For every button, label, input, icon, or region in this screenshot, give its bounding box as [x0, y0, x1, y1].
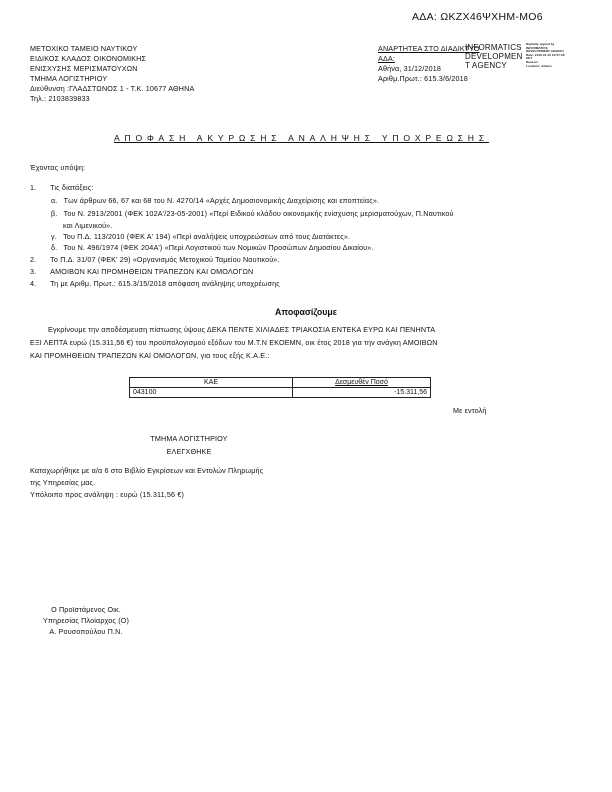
decision-paragraph: [30, 323, 438, 362]
item-row: [51, 196, 379, 206]
item-text: Τις διατάξεις:: [50, 183, 94, 192]
posting-ada-label: ΑΔΑ:: [378, 54, 395, 63]
item-number: 4.: [30, 279, 37, 288]
table-header-row: [130, 378, 431, 388]
kae-table: [129, 377, 431, 398]
signature-name: Α. Ρουσοπούλου Π.Ν.: [49, 627, 123, 636]
checked-label: ΕΛΕΓΧΘΗΚΕ: [166, 447, 212, 456]
stamp-detail: Location: Athens: [526, 63, 552, 68]
stamp-text: DEVELOPMEN: [465, 52, 523, 61]
signature-block: [36, 604, 136, 637]
item-text: Των άρθρων 66, 67 και 68 του Ν. 4270/14 «Αρχές Δημοσιονομικής Διαχείρισης και εποπτείας».: [63, 196, 380, 205]
sender-line: ΕΙΔΙΚΟΣ ΚΛΑΔΟΣ ΟΙΚΟΝΟΜΙΚΗΣ: [30, 54, 147, 63]
table-cell-amount: -15.311,56: [293, 388, 431, 398]
paragraph-line: ΚΑΙ ΠΡΟΜΗΘΕΙΩΝ ΤΡΑΠΕΖΩΝ ΚΑΙ ΟΜΟΛΟΓΩΝ, για τους εξής Κ.Α.Ε.:: [30, 351, 270, 360]
digital-signature-stamp: [465, 43, 523, 70]
item-row: [51, 243, 374, 253]
item-number: α.: [51, 196, 58, 205]
item-row: [51, 232, 350, 242]
posting-protocol: Αριθμ.Πρωτ.: 615.3/6/2018: [378, 74, 468, 83]
stamp-detail: Date: 2019.01.10 13:57:26: [526, 52, 565, 57]
item-continuation: και Λιμενικού».: [63, 221, 113, 230]
item-text: Το Π.Δ. 31/07 (ΦΕΚ' 29) «Οργανισμός Μετοχικού Ταμείου Ναυτικού».: [50, 255, 280, 264]
stamp-detail: EET: [526, 56, 533, 61]
sender-phone: Τηλ.: 2103839833: [30, 94, 90, 103]
registration-line: της Υπηρεσίας μας.: [30, 478, 96, 487]
item-text: Του Ν. 496/1974 (ΦΕΚ 204Α') «Περί Λογιστικού των Νομικών Προσώπων Δημοσίου Δικαίου».: [63, 243, 374, 252]
stamp-text: T AGENCY: [465, 61, 507, 70]
table-row: [130, 388, 431, 398]
stamp-text: INFORMATICS: [465, 43, 522, 52]
digital-signature-details: [526, 43, 565, 68]
sender-line: ΜΕΤΟΧΙΚΟ ΤΑΜΕΙΟ ΝΑΥΤΙΚΟΥ: [30, 44, 138, 53]
dept-checked-block: [144, 434, 234, 457]
paragraph-line: ΕΞΙ ΛΕΠΤΑ ευρώ (15.311,56 €) του προϋπολογισμού εξόδων του Μ.Τ.Ν ΕΚΟΕΜΝ, οικ έτος 2018 για την ανάγκη ΑΜΟΙΒΩΝ: [30, 338, 438, 347]
considering-label: Έχοντας υπόψη:: [30, 163, 86, 172]
by-order-label: Με εντολή: [453, 406, 487, 415]
item-row: [51, 209, 454, 219]
stamp-detail: Reason:: [526, 59, 539, 64]
item-number: 3.: [30, 267, 37, 276]
item-number: 1.: [30, 183, 37, 192]
table-header-amount: Δεσμευθέν Ποσό: [293, 378, 431, 388]
paragraph-line: Εγκρίνουμε την αποδέσμευση πίστωσης ύψους ΔΕΚΑ ΠΕΝΤΕ ΧΙΛΙΑΔΕΣ ΤΡΙΑΚΟΣΙΑ ΕΝΤΕΚΑ ΕΥΡΩ ΚΑΙ ΠΕΝΗΝΤΑ: [48, 325, 436, 334]
stamp-detail: DEVELOPMENT AGENCY: [526, 49, 565, 54]
item-text: Του Ν. 2913/2001 (ΦΕΚ 102Α'/23-05-2001) «Περί Ειδικού κλάδου οικονομικής ενίσχυσης μερισματούχων, Π.Ναυτικού: [63, 209, 454, 218]
stamp-detail: INFORMATICS: [526, 45, 548, 50]
sender-address: Διεύθυνση :ΓΛΑΔΣΤΩΝΟΣ 1 - Τ.Κ. 10677 ΑΘΗΝΑ: [30, 84, 195, 93]
item-number: 2.: [30, 255, 37, 264]
decision-heading: Αποφασίζουμε: [275, 307, 337, 317]
posting-line: ΑΝΑΡΤΗΤΕΑ ΣΤΟ ΔΙΑΔΙΚΤΥΟ: [378, 44, 480, 53]
registration-line: Υπόλοιπο προς ανάληψη : ευρώ (15.311,56 €): [30, 490, 185, 499]
sender-line: ΕΝΙΣΧΥΣΗΣ ΜΕΡΙΣΜΑΤΟΥΧΩΝ: [30, 64, 138, 73]
item-text: Του Π.Δ. 113/2010 (ΦΕΚ Α' 194) «Περί αναλήψεις υποχρεώσεων από τους Διατάκτες».: [63, 232, 351, 241]
posting-date: Αθήνα, 31/12/2018: [378, 64, 442, 73]
table-header-kae: ΚΑΕ: [130, 378, 293, 388]
item-row: [30, 183, 94, 193]
item-number: δ.: [51, 243, 58, 252]
signature-title: Ο Προϊστάμενος Οικ.: [51, 605, 121, 614]
ada-code: ΑΔΑ: ΩΚΖΧ46ΨΧΗΜ-ΜΟ6: [412, 11, 543, 23]
dept-name: ΤΜΗΜΑ ΛΟΓΙΣΤΗΡΙΟΥ: [150, 434, 228, 443]
signature-rank: Υπηρεσίας Πλοίαρχος (Ο): [42, 616, 130, 625]
item-text: ΑΜΟΙΒΩΝ ΚΑΙ ΠΡΟΜΗΘΕΙΩΝ ΤΡΑΠΕΖΩΝ ΚΑΙ ΟΜΟΛΟΓΩΝ: [50, 267, 254, 276]
sender-block: [30, 44, 194, 104]
item-row: [30, 279, 280, 289]
item-row: [30, 255, 280, 265]
item-number: β.: [51, 209, 58, 218]
sender-line: ΤΜΗΜΑ ΛΟΓΙΣΤΗΡΙΟΥ: [30, 74, 108, 83]
stamp-detail: Digitally signed by: [526, 42, 555, 46]
registration-block: [30, 465, 263, 501]
item-number: γ.: [51, 232, 57, 241]
table-cell-kae: 043100: [130, 388, 293, 398]
document-title: ΑΠΟΦΑΣΗ ΑΚΥΡΩΣΗΣ ΑΝΑΛΗΨΗΣ ΥΠΟΧΡΕΩΣΗΣ: [114, 133, 489, 143]
item-text: Τη με Αριθμ. Πρωτ.: 615.3/15/2018 απόφαση ανάληψης υποχρέωσης: [50, 279, 280, 288]
item-row: [30, 267, 253, 277]
registration-line: Καταχωρήθηκε με α/α 6 στο Βιβλίο Εγκρίσεων και Εντολών Πληρωμής: [30, 466, 264, 475]
